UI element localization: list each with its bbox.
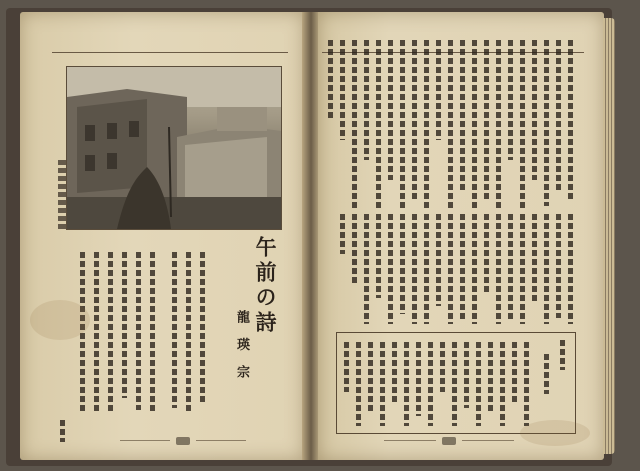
paper-stain bbox=[30, 300, 90, 340]
poem-title: 午前の詩 bbox=[253, 236, 278, 336]
photo-caption-vertical bbox=[58, 160, 66, 230]
right-folio bbox=[442, 437, 456, 445]
right-folio-rule-r bbox=[462, 440, 514, 441]
left-header-rule bbox=[52, 52, 288, 53]
paper-stain bbox=[520, 420, 590, 446]
left-folio-rule-r bbox=[196, 440, 246, 441]
left-folio bbox=[176, 437, 190, 445]
right-folio-rule-l bbox=[384, 440, 436, 441]
page-edges bbox=[603, 18, 615, 454]
left-folio-rule-l bbox=[120, 440, 170, 441]
street-photograph bbox=[66, 66, 282, 230]
poem-author: 龍 瑛 宗 bbox=[234, 310, 249, 384]
